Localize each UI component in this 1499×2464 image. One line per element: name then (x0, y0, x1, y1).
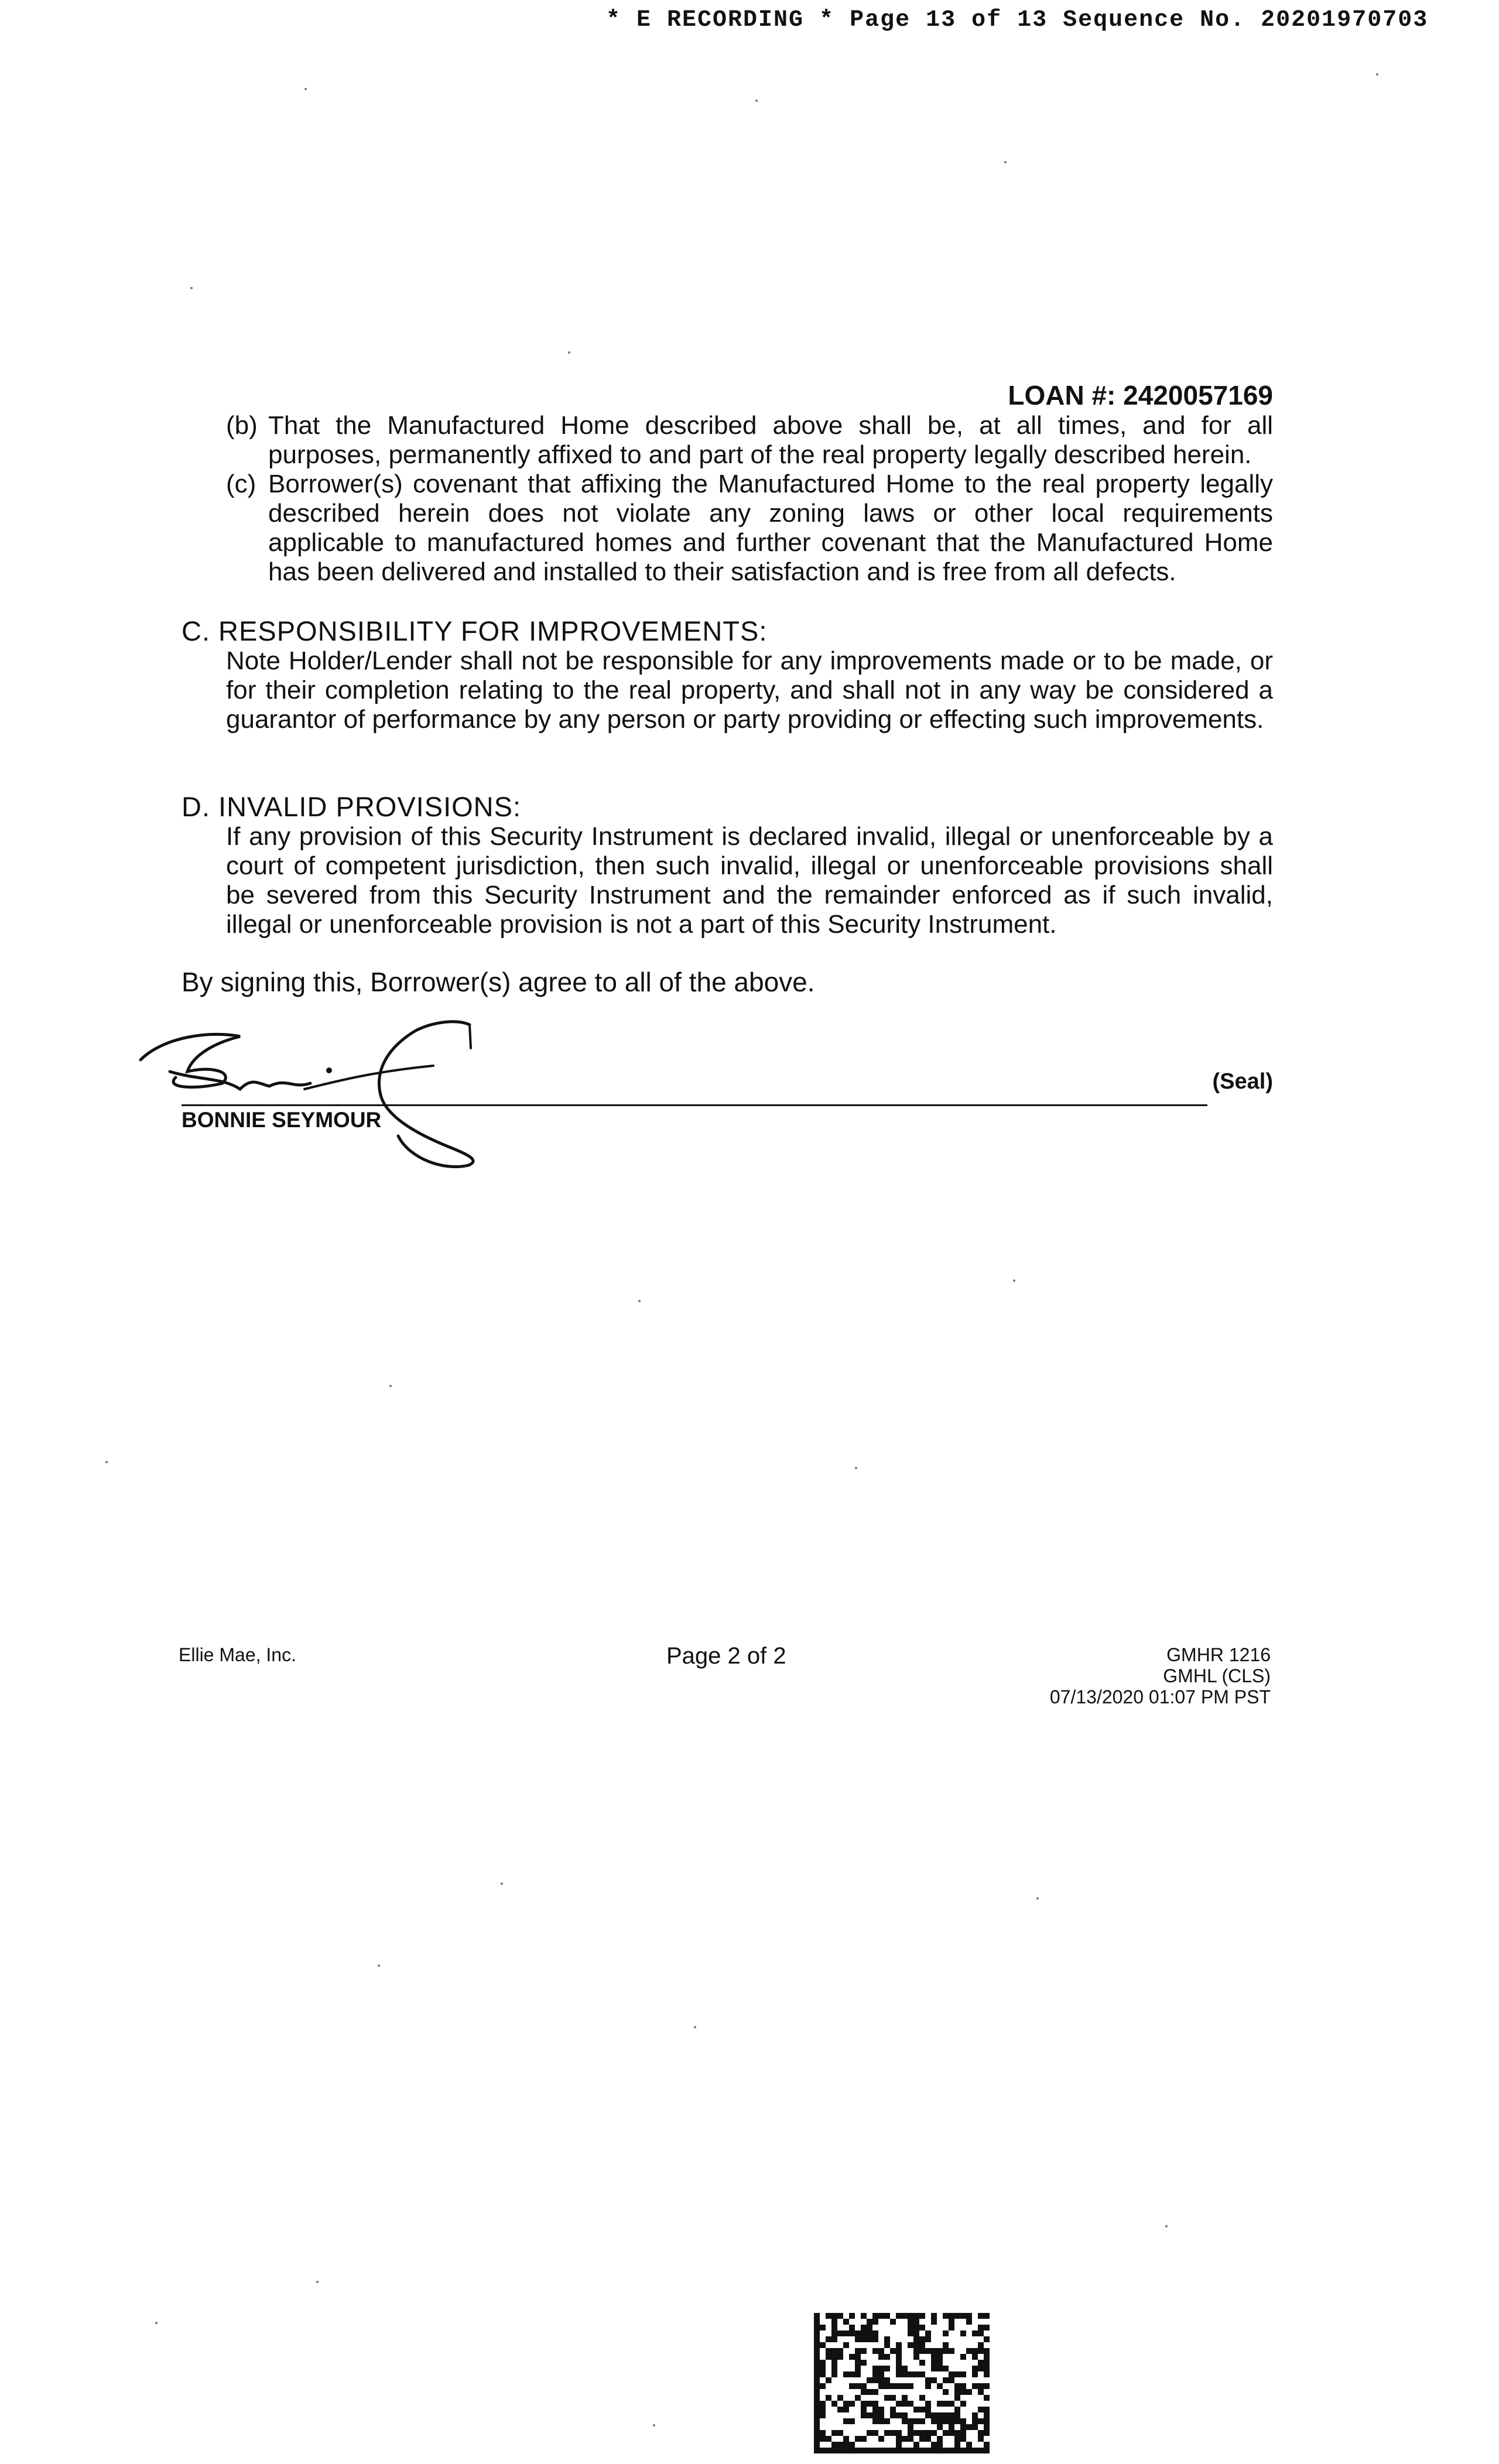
item-b-marker: (b) (226, 411, 258, 440)
signature-image (129, 1007, 574, 1183)
scan-speck (190, 287, 193, 289)
barcode-image (814, 2313, 990, 2453)
item-b-text: That the Manufactured Home described above shall be, at all times, and for all purposes, permanently affixed to and part of the real property legally described herein. (268, 411, 1273, 469)
item-c (226, 470, 1273, 587)
scan-speck (1036, 1897, 1039, 1900)
section-c-body: Note Holder/Lender shall not be responsible for any improvements made or to be made, or for their completion relating to the real property, and shall not in any way be considered a guarantor of performance by any person or party providing or effecting such improvements. (226, 646, 1273, 734)
scan-speck (568, 351, 570, 354)
scan-speck (304, 88, 307, 90)
seal-label: (Seal) (1212, 1069, 1273, 1094)
section-c-heading: C. RESPONSIBILITY FOR IMPROVEMENTS: (182, 615, 768, 646)
scan-speck (855, 1467, 857, 1469)
section-d-body: If any provision of this Security Instrument is declared invalid, illegal or unenforceable by a court of competent jurisdiction, then such invalid, illegal or unenforceable provisions shall be severed from this Security Instrument and the remainder enforced as if such invalid, illegal or unenforceable provision is not a part of this Security Instrument. (226, 822, 1273, 939)
scan-speck (755, 100, 758, 102)
scan-speck (1376, 73, 1378, 76)
scan-speck (1165, 2225, 1168, 2227)
scan-speck (389, 1385, 392, 1387)
scan-speck (378, 1965, 380, 1967)
loan-number: LOAN #: 2420057169 (1008, 380, 1273, 410)
item-b (226, 411, 1273, 470)
section-d-heading: D. INVALID PROVISIONS: (182, 791, 522, 822)
item-c-marker: (c) (226, 470, 256, 498)
scan-speck (316, 2281, 319, 2283)
item-c-text: Borrower(s) covenant that affixing the Manufactured Home to the real property legally described herein does not violate any zoning laws or other local requirements applicable to manufactured homes and further covenant that the Manufactured Home has been delivered and installed to their satisfaction and is free from all defects. (268, 470, 1273, 586)
scan-speck (694, 2026, 696, 2028)
footer-form-sub: GMHL (CLS) (1163, 1665, 1271, 1686)
footer-company: Ellie Mae, Inc. (179, 1644, 296, 1665)
footer-form-info (1050, 1644, 1271, 1707)
recording-header: * E RECORDING * Page 13 of 13 Sequence No. 20201970703 (606, 7, 1429, 33)
agreement-statement: By signing this, Borrower(s) agree to all of the above. (182, 967, 815, 997)
footer-form-code: GMHR 1216 (1166, 1644, 1271, 1665)
scan-speck (653, 2424, 655, 2427)
scan-speck (1013, 1279, 1015, 1282)
scan-speck (501, 1883, 503, 1885)
scan-speck (155, 2322, 158, 2324)
scan-speck (105, 1461, 108, 1463)
signer-name: BONNIE SEYMOUR (182, 1108, 382, 1132)
footer-page-number: Page 2 of 2 (666, 1643, 786, 1669)
signature-line (182, 1104, 1207, 1106)
scan-speck (1004, 161, 1007, 163)
scan-speck (638, 1300, 641, 1302)
footer-timestamp: 07/13/2020 01:07 PM PST (1049, 1686, 1271, 1707)
